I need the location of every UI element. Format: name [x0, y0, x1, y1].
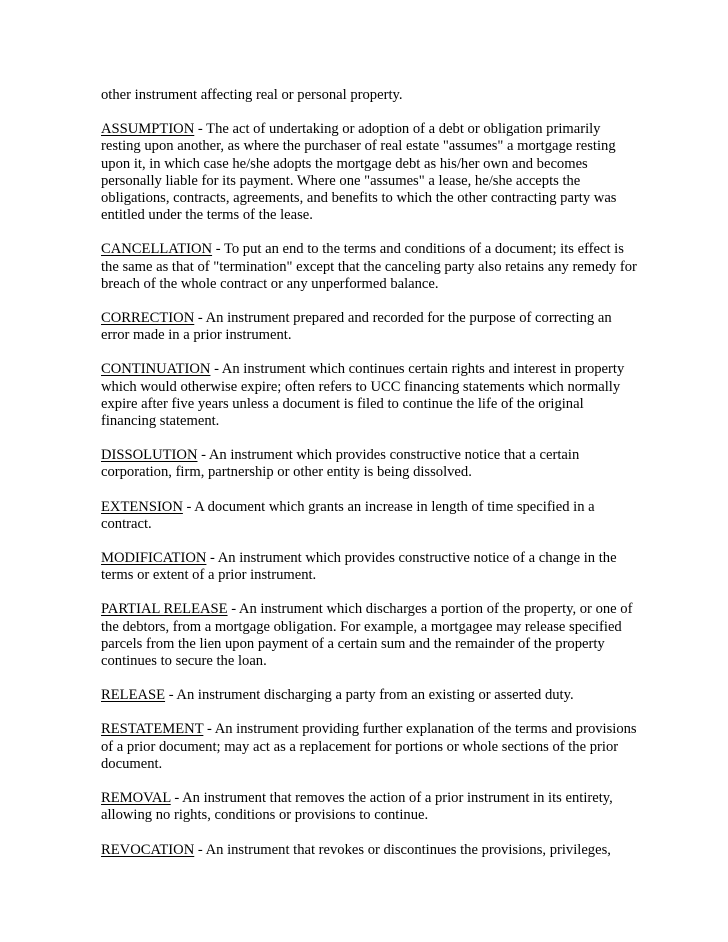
- glossary-term: ASSUMPTION: [101, 121, 195, 138]
- glossary-term: CORRECTION: [101, 310, 195, 327]
- intro-paragraph: other instrument affecting real or personal property.: [101, 87, 403, 103]
- glossary-definition: - An instrument which provides constructive notice of a change in the terms or extent of a prior instrument.: [101, 550, 617, 584]
- glossary-term: DISSOLUTION: [101, 447, 198, 464]
- glossary-definition: - An instrument discharging a party from an existing or asserted duty.: [165, 687, 574, 704]
- glossary-entry-revocation: [101, 842, 641, 859]
- glossary-entry-assumption: [101, 121, 641, 224]
- glossary-definition: - An instrument prepared and recorded for the purpose of correcting an error made in a prior instrument.: [101, 310, 612, 344]
- glossary-definition: - An instrument providing further explanation of the terms and provisions of a prior document; may act as a replacement for portions or whole sections of the prior document.: [101, 721, 637, 772]
- glossary-definition: - An instrument which discharges a portion of the property, or one of the debtors, from a mortgage obligation. For example, a mortgagee may release specified parcels from the lien upon payment of a certain sum and the remainder of the property continues to secure the loan.: [101, 601, 633, 670]
- glossary-entry-restatement: [101, 721, 641, 773]
- glossary-definition: - The act of undertaking or adoption of a debt or obligation primarily resting upon another, as where the purchaser of real estate "assumes" a mortgage resting upon it, in which case he/she adopts the mortgage debt as his/her own and becomes personally liable for its payment. Where one "assumes" a lease, he/she accepts the obligations, contracts, agreements, and benefits to which the other contracting party was entitled under the terms of the lease.: [101, 121, 617, 224]
- glossary-entry-partial-release: [101, 601, 641, 670]
- glossary-definition: - An instrument which provides constructive notice that a certain corporation, firm, partnership or other entity is being dissolved.: [101, 447, 580, 481]
- glossary-term: PARTIAL RELEASE: [101, 601, 228, 618]
- glossary-term: RELEASE: [101, 687, 166, 704]
- glossary-term: REVOCATION: [101, 841, 195, 858]
- glossary-definition: - An instrument that removes the action of a prior instrument in its entirety, allowing no rights, conditions or provisions to continue.: [101, 790, 613, 824]
- glossary-term: REMOVAL: [101, 790, 171, 807]
- glossary-definition: - A document which grants an increase in length of time specified in a contract.: [101, 498, 595, 532]
- glossary-term: CANCELLATION: [101, 241, 213, 258]
- glossary-entry-modification: [101, 550, 641, 584]
- glossary-term: MODIFICATION: [101, 550, 207, 567]
- glossary-term: RESTATEMENT: [101, 721, 204, 738]
- glossary-entry-release: [101, 687, 641, 704]
- glossary-entry-removal: [101, 790, 641, 824]
- glossary-entry-extension: [101, 499, 641, 533]
- glossary-definition: - An instrument that revokes or discontinues the provisions, privileges,: [194, 841, 611, 858]
- glossary-definition: - To put an end to the terms and conditions of a document; its effect is the same as that of "termination" except that the canceling party also retains any remedy for breach of the whole contract or any unperformed balance.: [101, 241, 637, 292]
- glossary-entry-dissolution: [101, 447, 641, 481]
- glossary-entry-cancellation: [101, 241, 641, 293]
- glossary-term: CONTINUATION: [101, 361, 211, 378]
- glossary-entry-correction: [101, 310, 641, 344]
- glossary-definition: - An instrument which continues certain rights and interest in property which would otherwise expire; often refers to UCC financing statements which normally expire after five years unless a document is filed to continue the life of the original financing statement.: [101, 361, 625, 430]
- glossary-entry-continuation: [101, 361, 641, 430]
- document-page: [101, 87, 641, 876]
- glossary-term: EXTENSION: [101, 498, 183, 515]
